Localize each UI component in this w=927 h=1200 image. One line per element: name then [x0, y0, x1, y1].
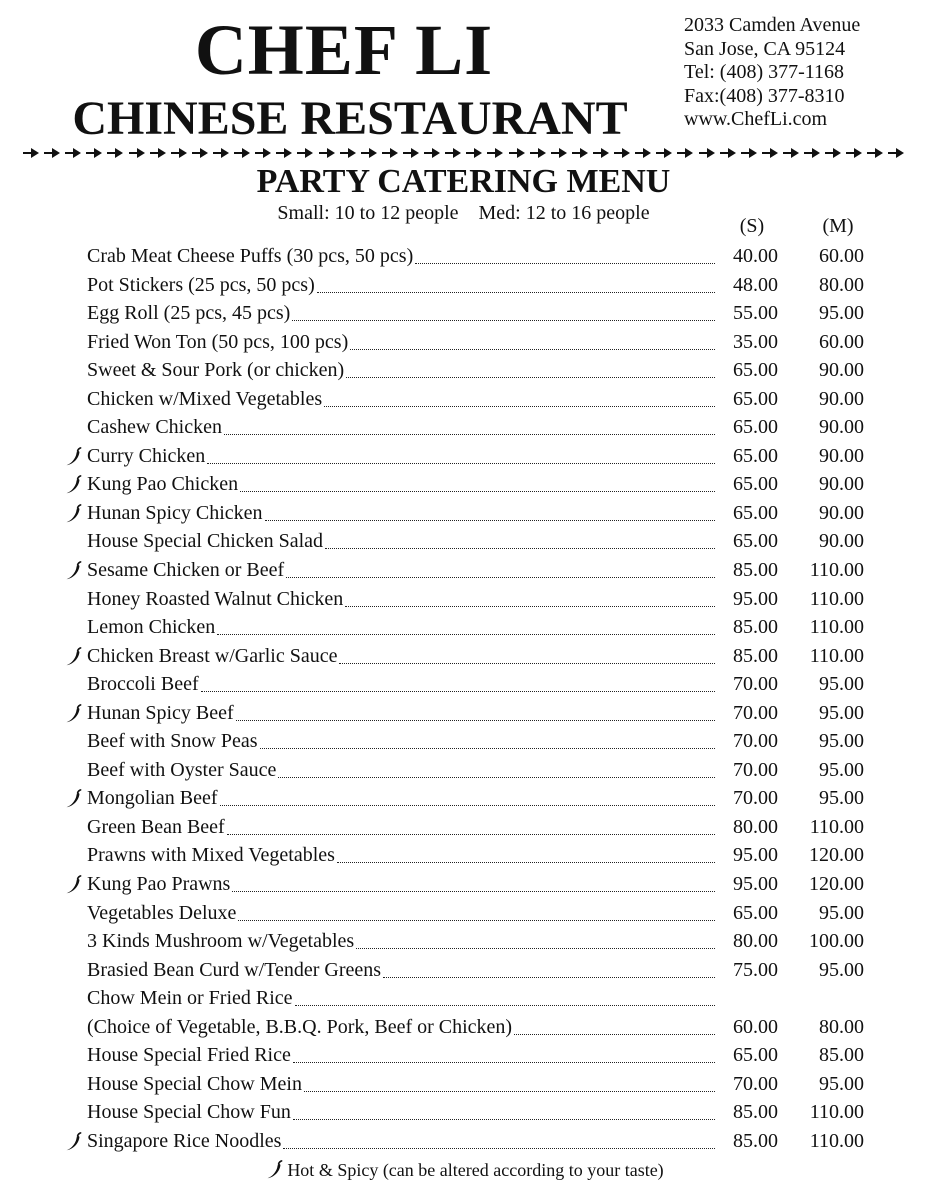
dot-leader [324, 405, 715, 407]
menu-item-name: Pot Stickers (25 pcs, 50 pcs) [87, 273, 315, 296]
dot-leader [356, 947, 715, 949]
price-medium: 95.00 [819, 758, 864, 781]
menu-item-row [0, 1013, 927, 1042]
menu-item-name: (Choice of Vegetable, B.B.Q. Pork, Beef or Chicken) [87, 1015, 513, 1038]
menu-item-name: Broccoli Beef [87, 673, 199, 696]
menu-item-row [0, 1098, 927, 1127]
price-small: 60.00 [733, 1015, 778, 1038]
menu-item-row [0, 727, 927, 756]
chili-pepper-icon [62, 503, 84, 525]
menu-item-row [0, 385, 927, 414]
menu-item-name-wrap [87, 356, 717, 384]
price-medium: 120.00 [809, 844, 864, 867]
menu-item-name-wrap [87, 413, 717, 441]
menu-item-name: Fried Won Ton (50 pcs, 100 pcs) [87, 330, 349, 353]
menu-item-list [0, 242, 927, 1156]
price-medium: 95.00 [819, 1072, 864, 1095]
dot-leader [350, 348, 715, 350]
chili-pepper-icon [62, 874, 84, 896]
arrow-right-icon [191, 147, 209, 159]
chili-pepper-icon [263, 1159, 285, 1181]
menu-item-row [0, 1070, 927, 1099]
dot-leader [514, 1033, 715, 1035]
menu-item-row [0, 956, 927, 985]
arrow-right-icon [740, 147, 758, 159]
menu-item-name-wrap [87, 527, 717, 555]
menu-item-name-wrap [87, 841, 717, 869]
arrow-right-icon [360, 147, 378, 159]
serving-sizes: Small: 10 to 12 people Med: 12 to 16 people [277, 202, 650, 224]
menu-item-name: Honey Roasted Walnut Chicken [87, 587, 344, 610]
menu-item-name-wrap [87, 642, 717, 670]
menu-item-row [0, 699, 927, 728]
price-small: 85.00 [733, 1101, 778, 1124]
menu-item-name-wrap [87, 813, 717, 841]
menu-item-name-wrap [87, 299, 717, 327]
chili-pepper-icon [62, 446, 84, 468]
arrow-right-icon [698, 147, 716, 159]
menu-item-row [0, 984, 927, 1013]
menu-item-name-wrap [87, 784, 717, 812]
menu-item-name-wrap [87, 956, 717, 984]
price-small: 65.00 [733, 444, 778, 467]
dot-leader [317, 291, 715, 293]
menu-item-row [0, 841, 927, 870]
menu-item-row [0, 527, 927, 556]
menu-item-name-wrap [87, 1013, 717, 1041]
dot-leader [232, 890, 715, 892]
dot-leader [220, 804, 715, 806]
menu-item-name: House Special Chow Mein [87, 1072, 302, 1095]
price-medium: 95.00 [819, 730, 864, 753]
footnote [0, 1158, 927, 1182]
menu-item-name: Cashew Chicken [87, 416, 222, 439]
menu-item-name-wrap [87, 984, 717, 1012]
price-medium: 60.00 [819, 245, 864, 267]
menu-item-row [0, 756, 927, 785]
dot-leader [238, 919, 715, 921]
price-medium: 95.00 [819, 302, 864, 325]
price-small: 70.00 [733, 1072, 778, 1095]
menu-item-name-wrap [87, 1070, 717, 1098]
dot-leader [325, 547, 715, 549]
price-medium: 90.00 [819, 501, 864, 524]
menu-item-name: Beef with Snow Peas [87, 730, 258, 753]
menu-item-name-wrap [87, 242, 717, 270]
dot-leader [293, 1118, 715, 1120]
menu-item-name-wrap [87, 271, 717, 299]
chili-pepper-icon [62, 703, 84, 725]
dot-leader [207, 462, 715, 464]
menu-item-name-wrap [87, 927, 717, 955]
menu-item-name: Green Bean Beef [87, 815, 225, 838]
price-medium: 90.00 [819, 473, 864, 496]
menu-item-name-wrap [87, 470, 717, 498]
dot-leader [292, 319, 715, 321]
column-header-small: (S) [739, 215, 765, 237]
arrow-right-icon [782, 147, 800, 159]
arrow-right-icon [381, 147, 399, 159]
menu-item-name-wrap [87, 328, 717, 356]
arrow-right-icon [85, 147, 103, 159]
menu-item-row [0, 556, 927, 585]
menu-item-name-wrap [87, 442, 717, 470]
arrow-right-icon [275, 147, 293, 159]
dot-leader [283, 1147, 715, 1149]
menu-item-name: Chow Mein or Fried Rice [87, 987, 293, 1010]
website-link[interactable]: www.ChefLi.com [684, 108, 828, 130]
arrow-right-icon [571, 147, 589, 159]
arrow-right-icon [128, 147, 146, 159]
price-small: 55.00 [733, 302, 778, 325]
menu-item-name-wrap [87, 870, 717, 898]
arrow-right-icon [761, 147, 779, 159]
menu-item-row [0, 670, 927, 699]
arrow-right-icon [318, 147, 336, 159]
menu-item-row [0, 413, 927, 442]
price-small: 65.00 [733, 359, 778, 382]
price-small: 35.00 [733, 330, 778, 353]
menu-item-name: Egg Roll (25 pcs, 45 pcs) [87, 302, 291, 325]
dot-leader [293, 1061, 715, 1063]
menu-item-name: Hunan Spicy Chicken [87, 501, 263, 524]
menu-item-name: House Special Fried Rice [87, 1044, 291, 1067]
contact-block [684, 14, 924, 132]
menu-item-name: 3 Kinds Mushroom w/Vegetables [87, 930, 355, 953]
price-medium: 95.00 [819, 673, 864, 696]
menu-item-name: Kung Pao Chicken [87, 473, 239, 496]
arrow-right-icon [719, 147, 737, 159]
address-street: 2033 Camden Avenue [684, 14, 861, 36]
arrow-right-icon [887, 147, 905, 159]
chili-pepper-icon [62, 788, 84, 810]
menu-item-row [0, 585, 927, 614]
menu-item-name: Singapore Rice Noodles [87, 1129, 282, 1152]
address-city: San Jose, CA 95124 [684, 37, 846, 60]
arrow-right-icon [64, 147, 82, 159]
price-small: 65.00 [733, 1044, 778, 1067]
arrow-right-icon [444, 147, 462, 159]
price-medium: 90.00 [819, 444, 864, 467]
menu-item-row [0, 299, 927, 328]
dot-leader [346, 376, 715, 378]
arrow-right-icon [803, 147, 821, 159]
menu-item-name: Mongolian Beef [87, 787, 218, 810]
menu-item-name: Sweet & Sour Pork (or chicken) [87, 359, 345, 382]
price-small: 40.00 [733, 245, 778, 267]
price-small: 80.00 [733, 930, 778, 953]
price-small: 95.00 [733, 844, 778, 867]
price-medium: 100.00 [809, 930, 864, 953]
arrow-right-icon [465, 147, 483, 159]
price-small: 65.00 [733, 530, 778, 553]
dot-leader [337, 861, 715, 863]
menu-item-row [0, 899, 927, 928]
price-small: 70.00 [733, 673, 778, 696]
arrow-right-icon [486, 147, 504, 159]
footnote-text: Hot & Spicy (can be altered according to your taste) [287, 1160, 664, 1180]
price-medium: 60.00 [819, 330, 864, 353]
price-medium: 90.00 [819, 387, 864, 410]
arrow-right-icon [233, 147, 251, 159]
price-medium: 80.00 [819, 273, 864, 296]
arrow-right-icon [254, 147, 272, 159]
menu-item-name: Hunan Spicy Beef [87, 701, 234, 724]
dot-leader [304, 1090, 715, 1092]
arrow-right-icon [676, 147, 694, 159]
price-medium: 90.00 [819, 359, 864, 382]
menu-item-name: Curry Chicken [87, 444, 206, 467]
menu-item-name-wrap [87, 385, 717, 413]
menu-item-name: Crab Meat Cheese Puffs (30 pcs, 50 pcs) [87, 245, 414, 267]
menu-item-row [0, 813, 927, 842]
menu-item-name: Vegetables Deluxe [87, 901, 237, 924]
arrow-right-icon [170, 147, 188, 159]
menu-item-row [0, 470, 927, 499]
dot-leader [415, 262, 715, 264]
menu-item-row [0, 613, 927, 642]
price-small: 75.00 [733, 958, 778, 981]
dot-leader [224, 433, 715, 435]
dot-leader [260, 747, 715, 749]
price-small: 65.00 [733, 901, 778, 924]
chili-pepper-icon [62, 560, 84, 582]
fax-number: Fax:(408) 377-8310 [684, 84, 845, 107]
price-small: 65.00 [733, 387, 778, 410]
arrow-right-icon [296, 147, 314, 159]
price-medium: 110.00 [809, 616, 864, 639]
menu-item-name: Kung Pao Prawns [87, 873, 231, 896]
menu-item-name: Prawns with Mixed Vegetables [87, 844, 335, 867]
dot-leader [295, 1004, 715, 1006]
menu-item-row [0, 784, 927, 813]
menu-item-name: House Special Chicken Salad [87, 530, 324, 553]
menu-item-name-wrap [87, 1098, 717, 1126]
menu-item-row [0, 642, 927, 671]
menu-item-row [0, 1041, 927, 1070]
dot-leader [236, 719, 715, 721]
price-medium: 110.00 [809, 559, 864, 582]
price-medium: 95.00 [819, 787, 864, 810]
arrow-right-icon [402, 147, 420, 159]
dot-leader [217, 633, 715, 635]
menu-item-row [0, 271, 927, 300]
price-small: 70.00 [733, 701, 778, 724]
phone-number: Tel: (408) 377-1168 [684, 61, 845, 83]
price-small: 85.00 [733, 616, 778, 639]
arrow-right-icon [529, 147, 547, 159]
price-small: 70.00 [733, 787, 778, 810]
price-medium: 95.00 [819, 701, 864, 724]
menu-item-name-wrap [87, 585, 717, 613]
price-small: 70.00 [733, 758, 778, 781]
price-small: 80.00 [733, 815, 778, 838]
menu-item-name-wrap [87, 727, 717, 755]
arrow-right-icon [613, 147, 631, 159]
menu-item-name-wrap [87, 670, 717, 698]
price-medium: 110.00 [809, 587, 864, 610]
dot-leader [286, 576, 715, 578]
chili-pepper-icon [62, 646, 84, 668]
menu-title: PARTY CATERING MENU [256, 163, 671, 200]
price-medium: 120.00 [809, 873, 864, 896]
arrow-right-icon [824, 147, 842, 159]
restaurant-name: CHEF LI [194, 10, 494, 90]
menu-item-row [0, 1127, 927, 1156]
menu-item-row [0, 242, 927, 271]
menu-item-name-wrap [87, 1127, 717, 1155]
menu-item-name-wrap [87, 899, 717, 927]
arrow-right-icon [655, 147, 673, 159]
menu-item-name: House Special Chow Fun [87, 1101, 291, 1124]
price-small: 70.00 [733, 730, 778, 753]
arrow-right-icon [845, 147, 863, 159]
menu-item-name-wrap [87, 756, 717, 784]
menu-item-name-wrap [87, 556, 717, 584]
dot-leader [383, 976, 715, 978]
dot-leader [240, 490, 715, 492]
menu-item-name-wrap [87, 699, 717, 727]
price-small: 95.00 [733, 587, 778, 610]
arrow-right-icon [592, 147, 610, 159]
arrow-right-icon [212, 147, 230, 159]
menu-item-name: Chicken Breast w/Garlic Sauce [87, 644, 338, 667]
price-medium: 80.00 [819, 1015, 864, 1038]
arrow-right-icon [339, 147, 357, 159]
arrow-divider [22, 144, 906, 162]
price-medium: 90.00 [819, 416, 864, 439]
price-small: 65.00 [733, 416, 778, 439]
menu-item-row [0, 356, 927, 385]
price-medium: 110.00 [809, 815, 864, 838]
restaurant-subtitle: CHINESE RESTAURANT [72, 92, 628, 145]
chili-pepper-icon [62, 474, 84, 496]
arrow-right-icon [550, 147, 568, 159]
arrow-right-icon [22, 147, 40, 159]
arrow-right-icon [149, 147, 167, 159]
menu-item-name-wrap [87, 499, 717, 527]
column-header-medium: (M) [822, 215, 854, 237]
arrow-right-icon [106, 147, 124, 159]
price-small: 85.00 [733, 1129, 778, 1152]
arrow-right-icon [634, 147, 652, 159]
price-medium: 110.00 [809, 644, 864, 667]
price-medium: 95.00 [819, 901, 864, 924]
menu-item-name: Chicken w/Mixed Vegetables [87, 387, 323, 410]
menu-item-name: Beef with Oyster Sauce [87, 758, 277, 781]
menu-item-row [0, 442, 927, 471]
price-small: 65.00 [733, 473, 778, 496]
price-medium: 85.00 [819, 1044, 864, 1067]
price-medium: 90.00 [819, 530, 864, 553]
menu-item-name-wrap [87, 613, 717, 641]
dot-leader [227, 833, 715, 835]
arrow-right-icon [508, 147, 526, 159]
price-medium: 95.00 [819, 958, 864, 981]
menu-item-name: Lemon Chicken [87, 616, 216, 639]
dot-leader [339, 662, 715, 664]
price-small: 65.00 [733, 501, 778, 524]
arrow-right-icon [43, 147, 61, 159]
dot-leader [278, 776, 715, 778]
price-small: 95.00 [733, 873, 778, 896]
chili-pepper-icon [62, 1131, 84, 1153]
dot-leader [265, 519, 715, 521]
dot-leader [201, 690, 715, 692]
menu-item-name: Sesame Chicken or Beef [87, 559, 285, 582]
price-medium: 110.00 [809, 1101, 864, 1124]
dot-leader [345, 605, 715, 607]
price-small: 48.00 [733, 273, 778, 296]
arrow-right-icon [423, 147, 441, 159]
menu-item-name-wrap [87, 1041, 717, 1069]
arrow-right-icon [866, 147, 884, 159]
menu-item-row [0, 499, 927, 528]
price-small: 85.00 [733, 559, 778, 582]
price-medium: 110.00 [809, 1129, 864, 1152]
menu-item-row [0, 328, 927, 357]
menu-item-name: Brasied Bean Curd w/Tender Greens [87, 958, 382, 981]
price-small: 85.00 [733, 644, 778, 667]
menu-item-row [0, 870, 927, 899]
menu-item-row [0, 927, 927, 956]
